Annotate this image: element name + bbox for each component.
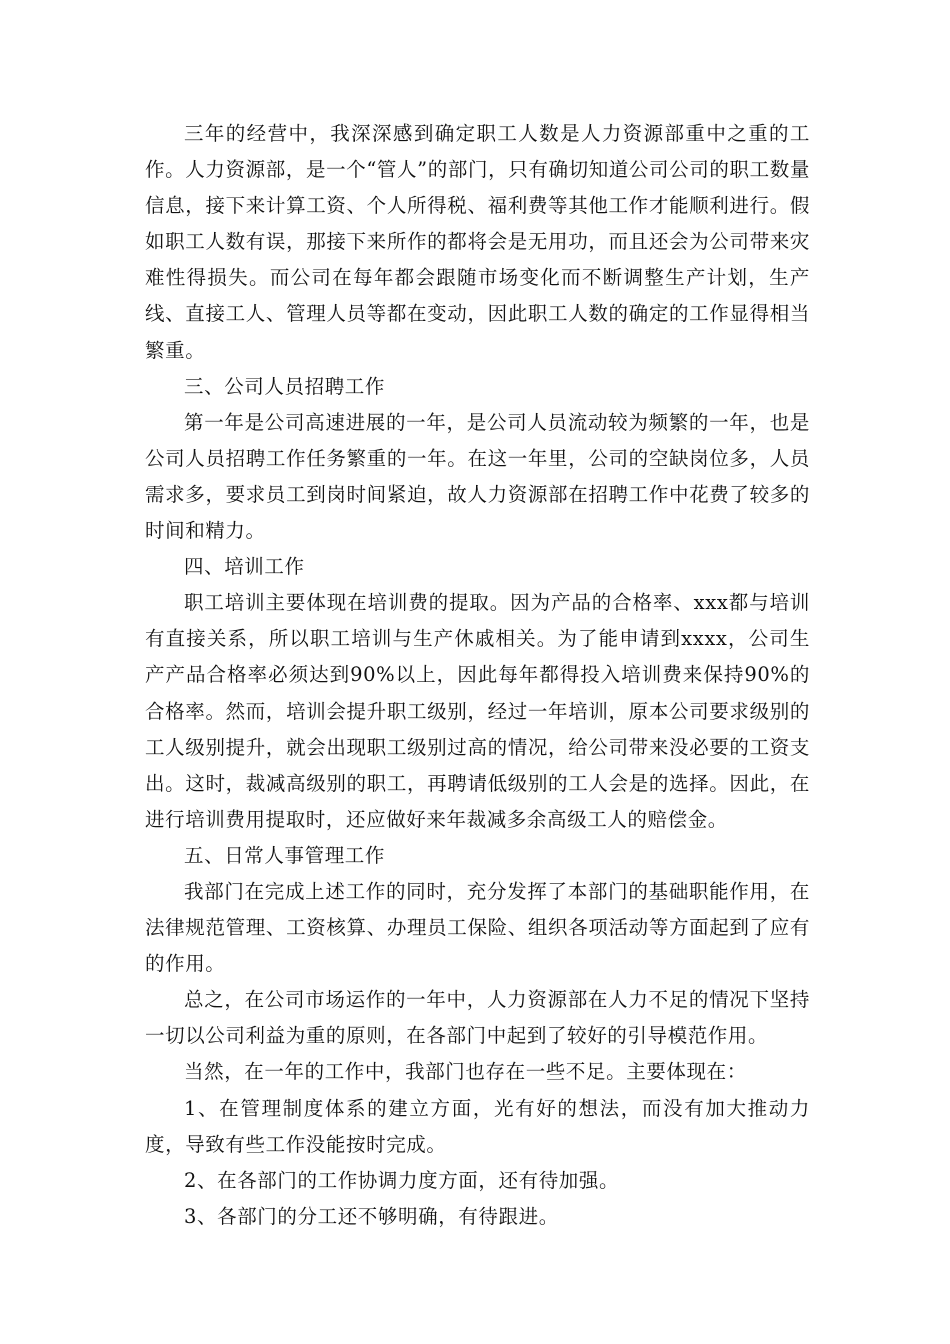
- list-item-shortcoming-1: 1、在管理制度体系的建立方面，光有好的想法，而没有加大推动力度，导致有些工作没能按时完成。: [145, 1096, 810, 1156]
- paragraph-headcount: 三年的经营中，我深深感到确定职工人数是人力资源部重中之重的工作。人力资源部，是一个“管人”的部门，只有确切知道公司公司的职工数量信息，接下来计算工资、个人所得税、福利费等其他工作才能顺利进行。假如职工人数有误，那接下来所作的都将会是无用功，而且还会为公司带来灾难性得损失。而公司在每年都会跟随市场变化而不断调整生产计划，生产线、直接工人、管理人员等都在变动，因此职工人数的确定的工作显得相当繁重。: [145, 122, 810, 362]
- section-heading-recruitment: 三、公司人员招聘工作: [184, 374, 386, 398]
- paragraph-recruitment: 第一年是公司高速进展的一年，是公司人员流动较为频繁的一年，也是公司人员招聘工作任务繁重的一年。在这一年里，公司的空缺岗位多，人员需求多，要求员工到岗时间紧迫，故人力资源部在招聘工作中花费了较多的时间和精力。: [145, 410, 810, 543]
- paragraph-daily-hr: 我部门在完成上述工作的同时，充分发挥了本部门的基础职能作用，在法律规范管理、工资核算、办理员工保险、组织各项活动等方面起到了应有的作用。: [145, 879, 810, 976]
- section-heading-daily-hr: 五、日常人事管理工作: [184, 843, 386, 867]
- paragraph-shortcomings-intro: 当然，在一年的工作中，我部门也存在一些不足。主要体现在：: [184, 1060, 747, 1084]
- list-item-shortcoming-3: 3、各部门的分工还不够明确，有待跟进。: [184, 1204, 559, 1228]
- paragraph-summary: 总之，在公司市场运作的一年中，人力资源部在人力不足的情况下坚持一切以公司利益为重的原则，在各部门中起到了较好的引导模范作用。: [145, 988, 810, 1048]
- document-body: [145, 116, 810, 1235]
- list-item-shortcoming-2: 2、在各部门的工作协调力度方面，还有待加强。: [184, 1168, 620, 1192]
- paragraph-training: 职工培训主要体现在培训费的提取。因为产品的合格率、xxx都与培训有直接关系，所以职工培训与生产休戚相关。为了能申请到xxxx，公司生产产品合格率必须达到90%以上，因此每年都得投入培训费来保持90%的合格率。然而，培训会提升职工级别，经过一年培训，原本公司要求级别的工人级别提升，就会出现职工级别过高的情况，给公司带来没必要的工资支出。这时，裁减高级别的职工，再聘请低级别的工人会是的选择。因此，在进行培训费用提取时，还应做好来年裁减多余高级工人的赔偿金。: [145, 591, 810, 831]
- section-heading-training: 四、培训工作: [184, 555, 305, 579]
